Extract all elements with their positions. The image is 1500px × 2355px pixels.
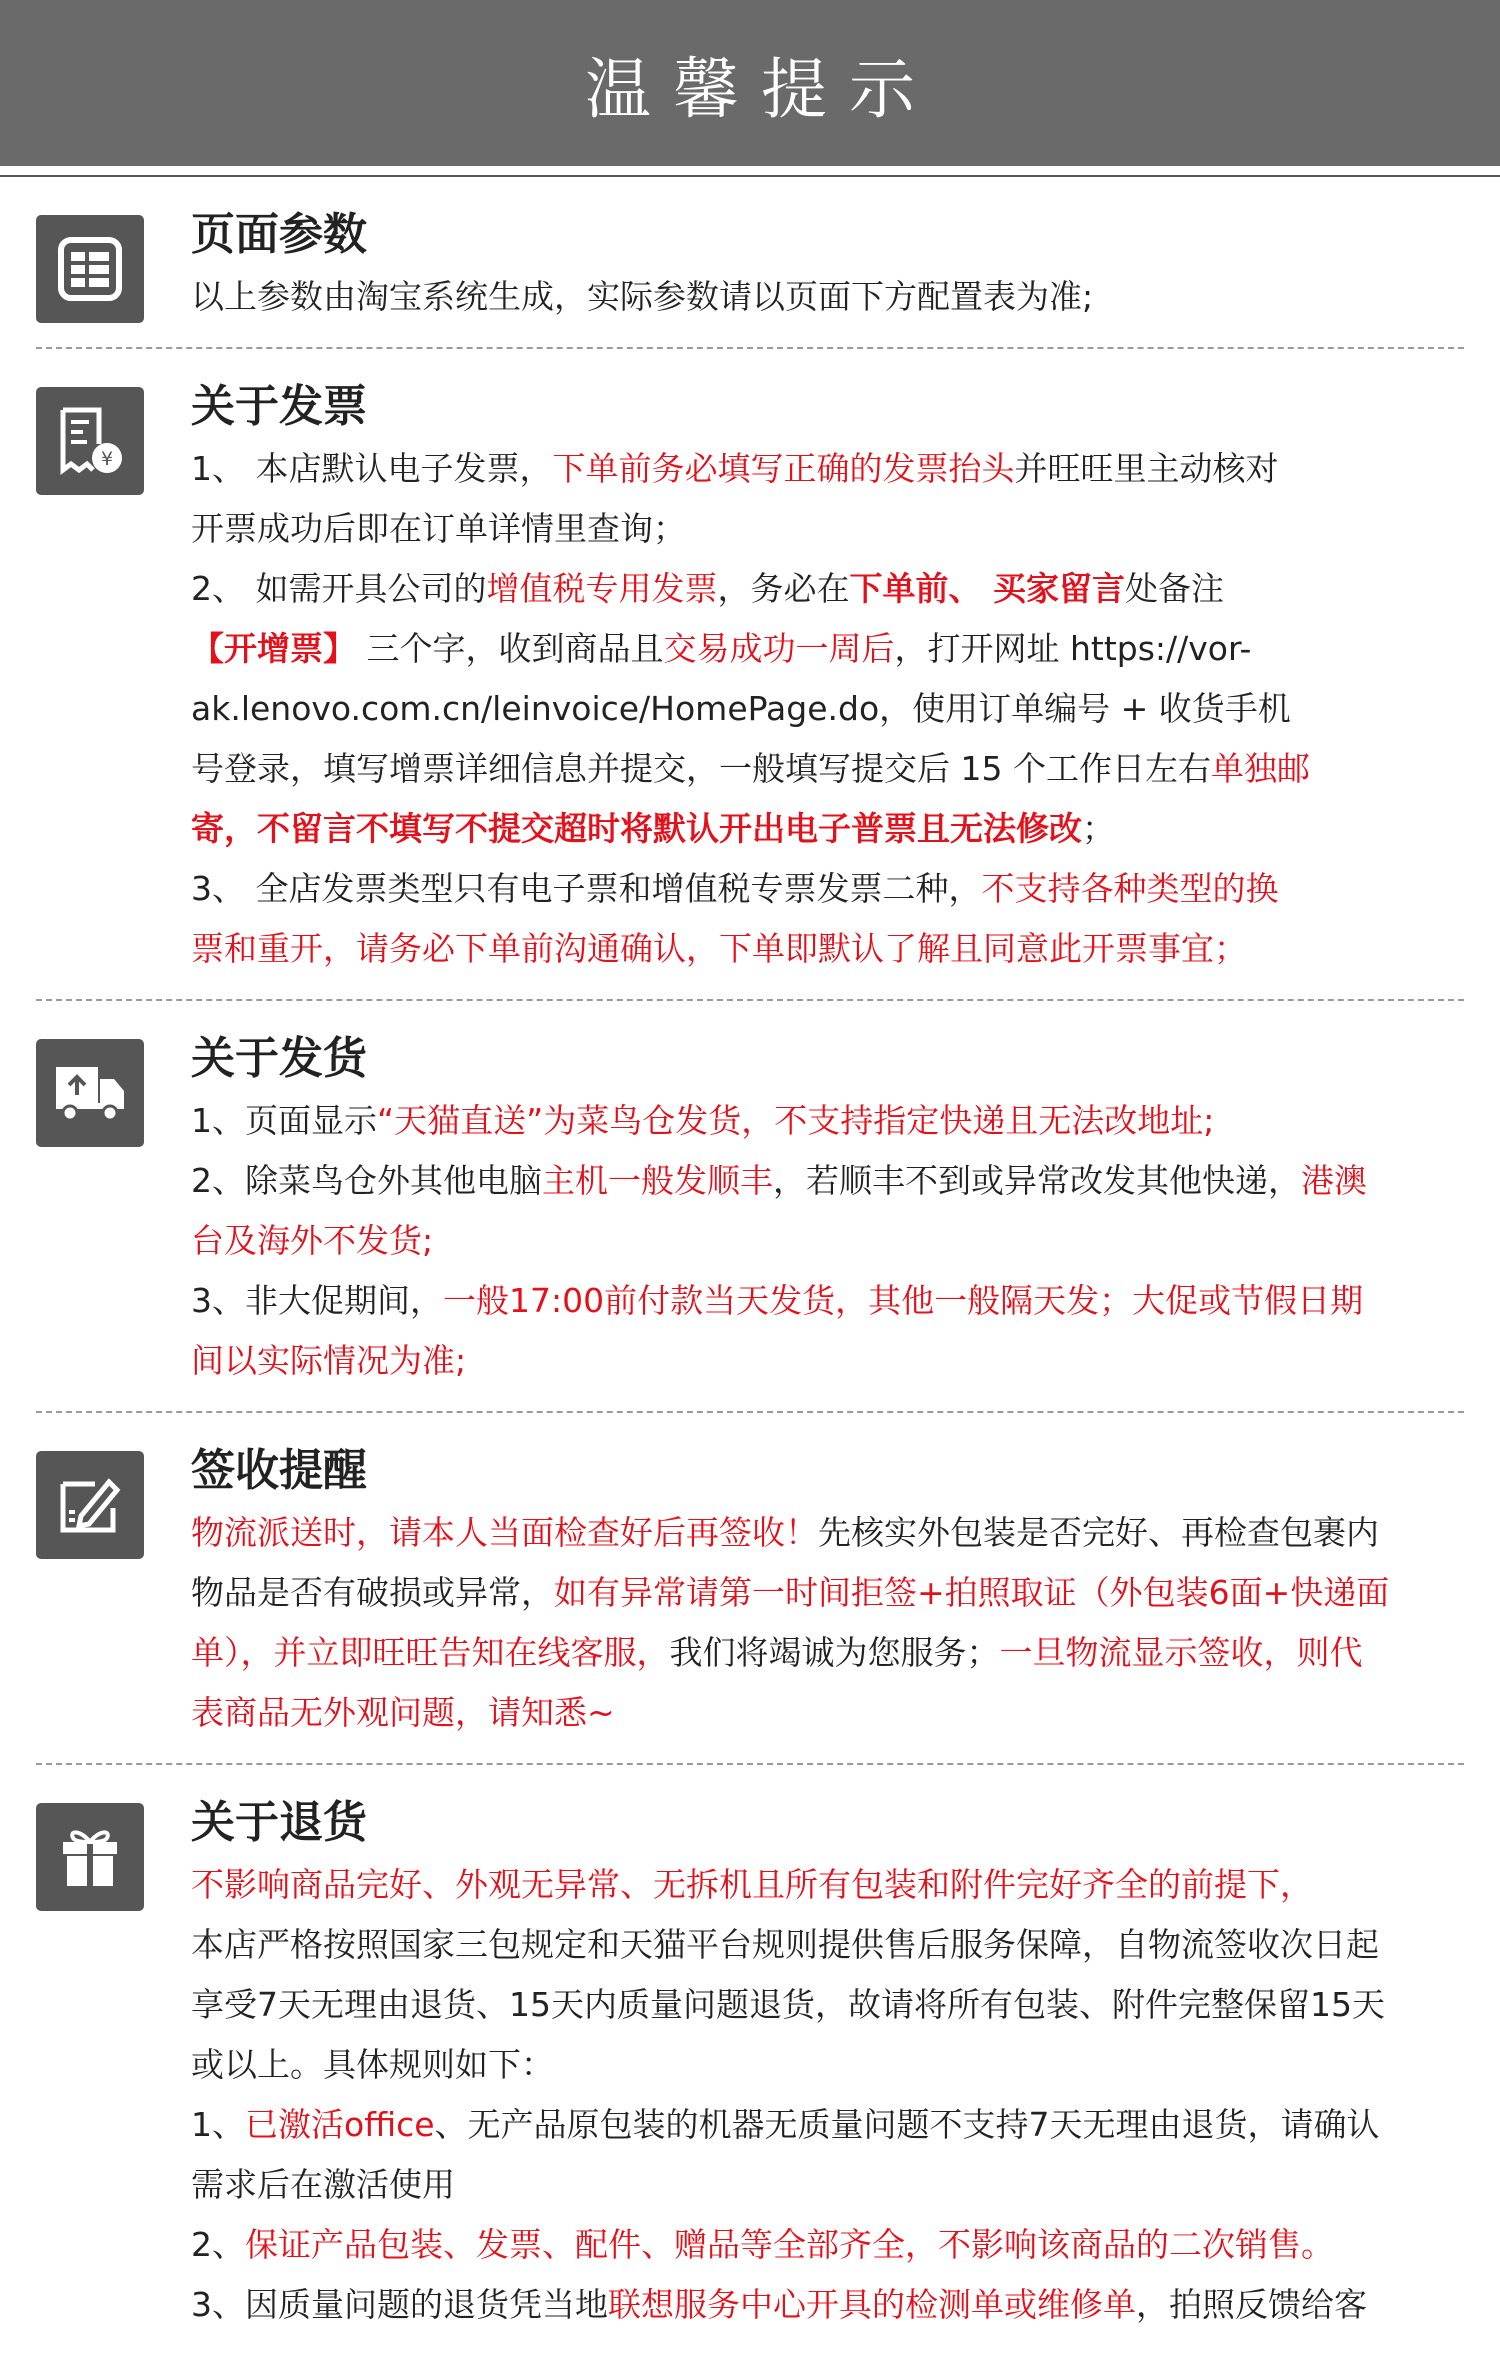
notice-line — [191, 1623, 1464, 1683]
notice-sections — [0, 177, 1500, 2355]
text-segment: 1、 本店默认电子发票， — [191, 449, 553, 488]
section-title: 签收提醒 — [191, 1445, 367, 1496]
section-2 — [36, 349, 1464, 1001]
highlight-segment: 一旦物流显示签收，则代 — [999, 1633, 1363, 1672]
notice-line — [191, 2215, 1464, 2275]
notice-line — [191, 1091, 1464, 1151]
section-title: 关于发货 — [191, 1033, 367, 1084]
text-segment: ，务必在 — [717, 569, 850, 608]
highlight-segment: 已激活office — [245, 2105, 435, 2144]
highlight-segment: 保证产品包装、发票、配件、赠品等全部齐全，不影响该商品的二次销售。 — [245, 2225, 1334, 2264]
text-segment: 物品是否有破损或异常， — [191, 1573, 554, 1612]
notice-line — [191, 619, 1464, 679]
text-segment: 三个字，收到商品且 — [356, 629, 664, 668]
text-segment: 或以上。具体规则如下： — [191, 2045, 554, 2084]
highlight-segment: 不影响商品完好、外观无异常、无拆机且所有包装和附件完好齐全的前提下， — [191, 1865, 1313, 1904]
highlight-segment: “天猫直送”为菜鸟仓发货，不支持指定快递且无法改地址; — [377, 1101, 1215, 1140]
notice-line — [191, 1855, 1464, 1915]
notice-line — [191, 499, 1464, 559]
notice-line — [191, 559, 1464, 619]
section-4 — [36, 1413, 1464, 1765]
highlight-segment: 物流派送时，请本人当面检查好后再签收！ — [191, 1513, 818, 1552]
text-segment: ，打开网址 https://vor- — [894, 629, 1252, 668]
text-segment: ； — [1082, 809, 1115, 848]
notice-line — [191, 859, 1464, 919]
highlight-segment: 台及海外不发货; — [191, 1221, 434, 1260]
text-segment: 开票成功后即在订单详情里查询； — [191, 509, 686, 548]
highlight-segment: 间以实际情况为准; — [191, 1341, 467, 1380]
highlight-segment: 【开增票】 — [191, 629, 356, 668]
highlight-segment: 增值税专用发票 — [486, 569, 718, 608]
header-bar — [0, 0, 1500, 166]
highlight-segment: 单），并立即旺旺告知在线客服， — [191, 1633, 670, 1672]
notice-line — [191, 2035, 1464, 2095]
notice-line — [191, 1151, 1464, 1211]
highlight-segment: 下单前务必填写正确的发票抬头 — [552, 449, 1015, 488]
highlight-segment: 港澳 — [1301, 1161, 1367, 1200]
highlight-segment: 如有异常请第一时间拒签+拍照取证（外包装6面+快递面 — [554, 1573, 1390, 1612]
highlight-segment: 联想服务中心开具的检测单或维修单 — [608, 2285, 1136, 2324]
notice-line — [191, 1331, 1464, 1391]
notice-line — [191, 1563, 1464, 1623]
notice-line — [191, 1503, 1464, 1563]
notice-line — [191, 1975, 1464, 2035]
section-title: 页面参数 — [191, 209, 367, 260]
text-segment: 2、除菜鸟仓外其他电脑 — [191, 1161, 542, 1200]
notice-line — [191, 919, 1464, 979]
text-segment: 以上参数由淘宝系统生成，实际参数请以页面下方配置表为准; — [191, 277, 1094, 316]
text-segment: 3、非大促期间， — [191, 1281, 443, 1320]
gift-icon — [36, 1803, 144, 1911]
notice-line — [191, 679, 1464, 739]
text-segment: 、无产品原包装的机器无质量问题不支持7天无理由退货，请确认 — [434, 2105, 1380, 2144]
highlight-segment: 表商品无外观问题，请知悉~ — [191, 1693, 615, 1732]
highlight-segment: 不支持各种类型的换 — [981, 869, 1279, 908]
sign-pen-icon — [36, 1451, 144, 1559]
notice-line — [191, 2155, 1464, 2215]
text-segment: ak.lenovo.com.cn/leinvoice/HomePage.do，使用订单编号 + 收货手机 — [191, 689, 1291, 728]
section-5 — [36, 1765, 1464, 2355]
invoice-icon — [36, 387, 144, 495]
notice-line — [191, 267, 1464, 327]
notice-line — [191, 1915, 1464, 1975]
section-1 — [36, 177, 1464, 349]
text-segment: 3、 全店发票类型只有电子票和增值税专票发票二种， — [191, 869, 982, 908]
highlight-segment: 交易成功一周后 — [663, 629, 895, 668]
notice-line — [191, 1683, 1464, 1743]
notice-line — [191, 1271, 1464, 1331]
text-segment: 先核实外包装是否完好、再检查包裹内 — [818, 1513, 1379, 1552]
notice-line — [191, 2095, 1464, 2155]
text-segment: 1、页面显示 — [191, 1101, 377, 1140]
notice-line — [191, 2275, 1464, 2335]
notice-line — [191, 439, 1464, 499]
highlight-segment: 下单前、 买家留言 — [849, 569, 1125, 608]
highlight-segment: 主机一般发顺丰 — [542, 1161, 773, 1200]
text-segment: 3、因质量问题的退货凭当地 — [191, 2285, 608, 2324]
highlight-segment: 一般17:00前付款当天发货，其他一般隔天发；大促或节假日期 — [443, 1281, 1364, 1320]
text-segment: 2、 如需开具公司的 — [191, 569, 487, 608]
text-segment: 2、 — [191, 2225, 245, 2264]
highlight-segment: 寄，不留言不填写不提交超时将默认开出电子普票且无法修改 — [191, 809, 1082, 848]
highlight-segment: 单独邮 — [1210, 749, 1310, 788]
notice-line — [191, 799, 1464, 859]
highlight-segment: 票和重开，请务必下单前沟通确认，下单即默认了解且同意此开票事宜； — [191, 929, 1247, 968]
svg-text:¥: ¥ — [100, 448, 114, 470]
text-segment: 处备注 — [1125, 569, 1224, 608]
delivery-truck-icon — [36, 1039, 144, 1147]
notice-line — [191, 1211, 1464, 1271]
text-segment: 我们将竭诚为您服务； — [669, 1633, 1000, 1672]
table-icon — [36, 215, 144, 323]
text-segment: ，若顺丰不到或异常改发其他快递， — [773, 1161, 1301, 1200]
text-segment: 需求后在激活使用 — [191, 2165, 455, 2204]
text-segment: 号登录，填写增票详细信息并提交，一般填写提交后 15 个工作日左右 — [191, 749, 1211, 788]
text-segment: 本店严格按照国家三包规定和天猫平台规则提供售后服务保障，自物流签收次日起 — [191, 1925, 1379, 1964]
text-segment: 并旺旺里主动核对 — [1014, 449, 1279, 488]
text-segment: 享受7天无理由退货、15天内质量问题退货，故请将所有包装、附件完整保留15天 — [191, 1985, 1385, 2024]
section-title: 关于退货 — [191, 1797, 367, 1848]
notice-line — [191, 739, 1464, 799]
section-title: 关于发票 — [191, 381, 367, 432]
text-segment: 1、 — [191, 2105, 245, 2144]
section-3 — [36, 1001, 1464, 1413]
text-segment: ，拍照反馈给客 — [1136, 2285, 1367, 2324]
page-title: 温馨提示 — [585, 50, 937, 128]
